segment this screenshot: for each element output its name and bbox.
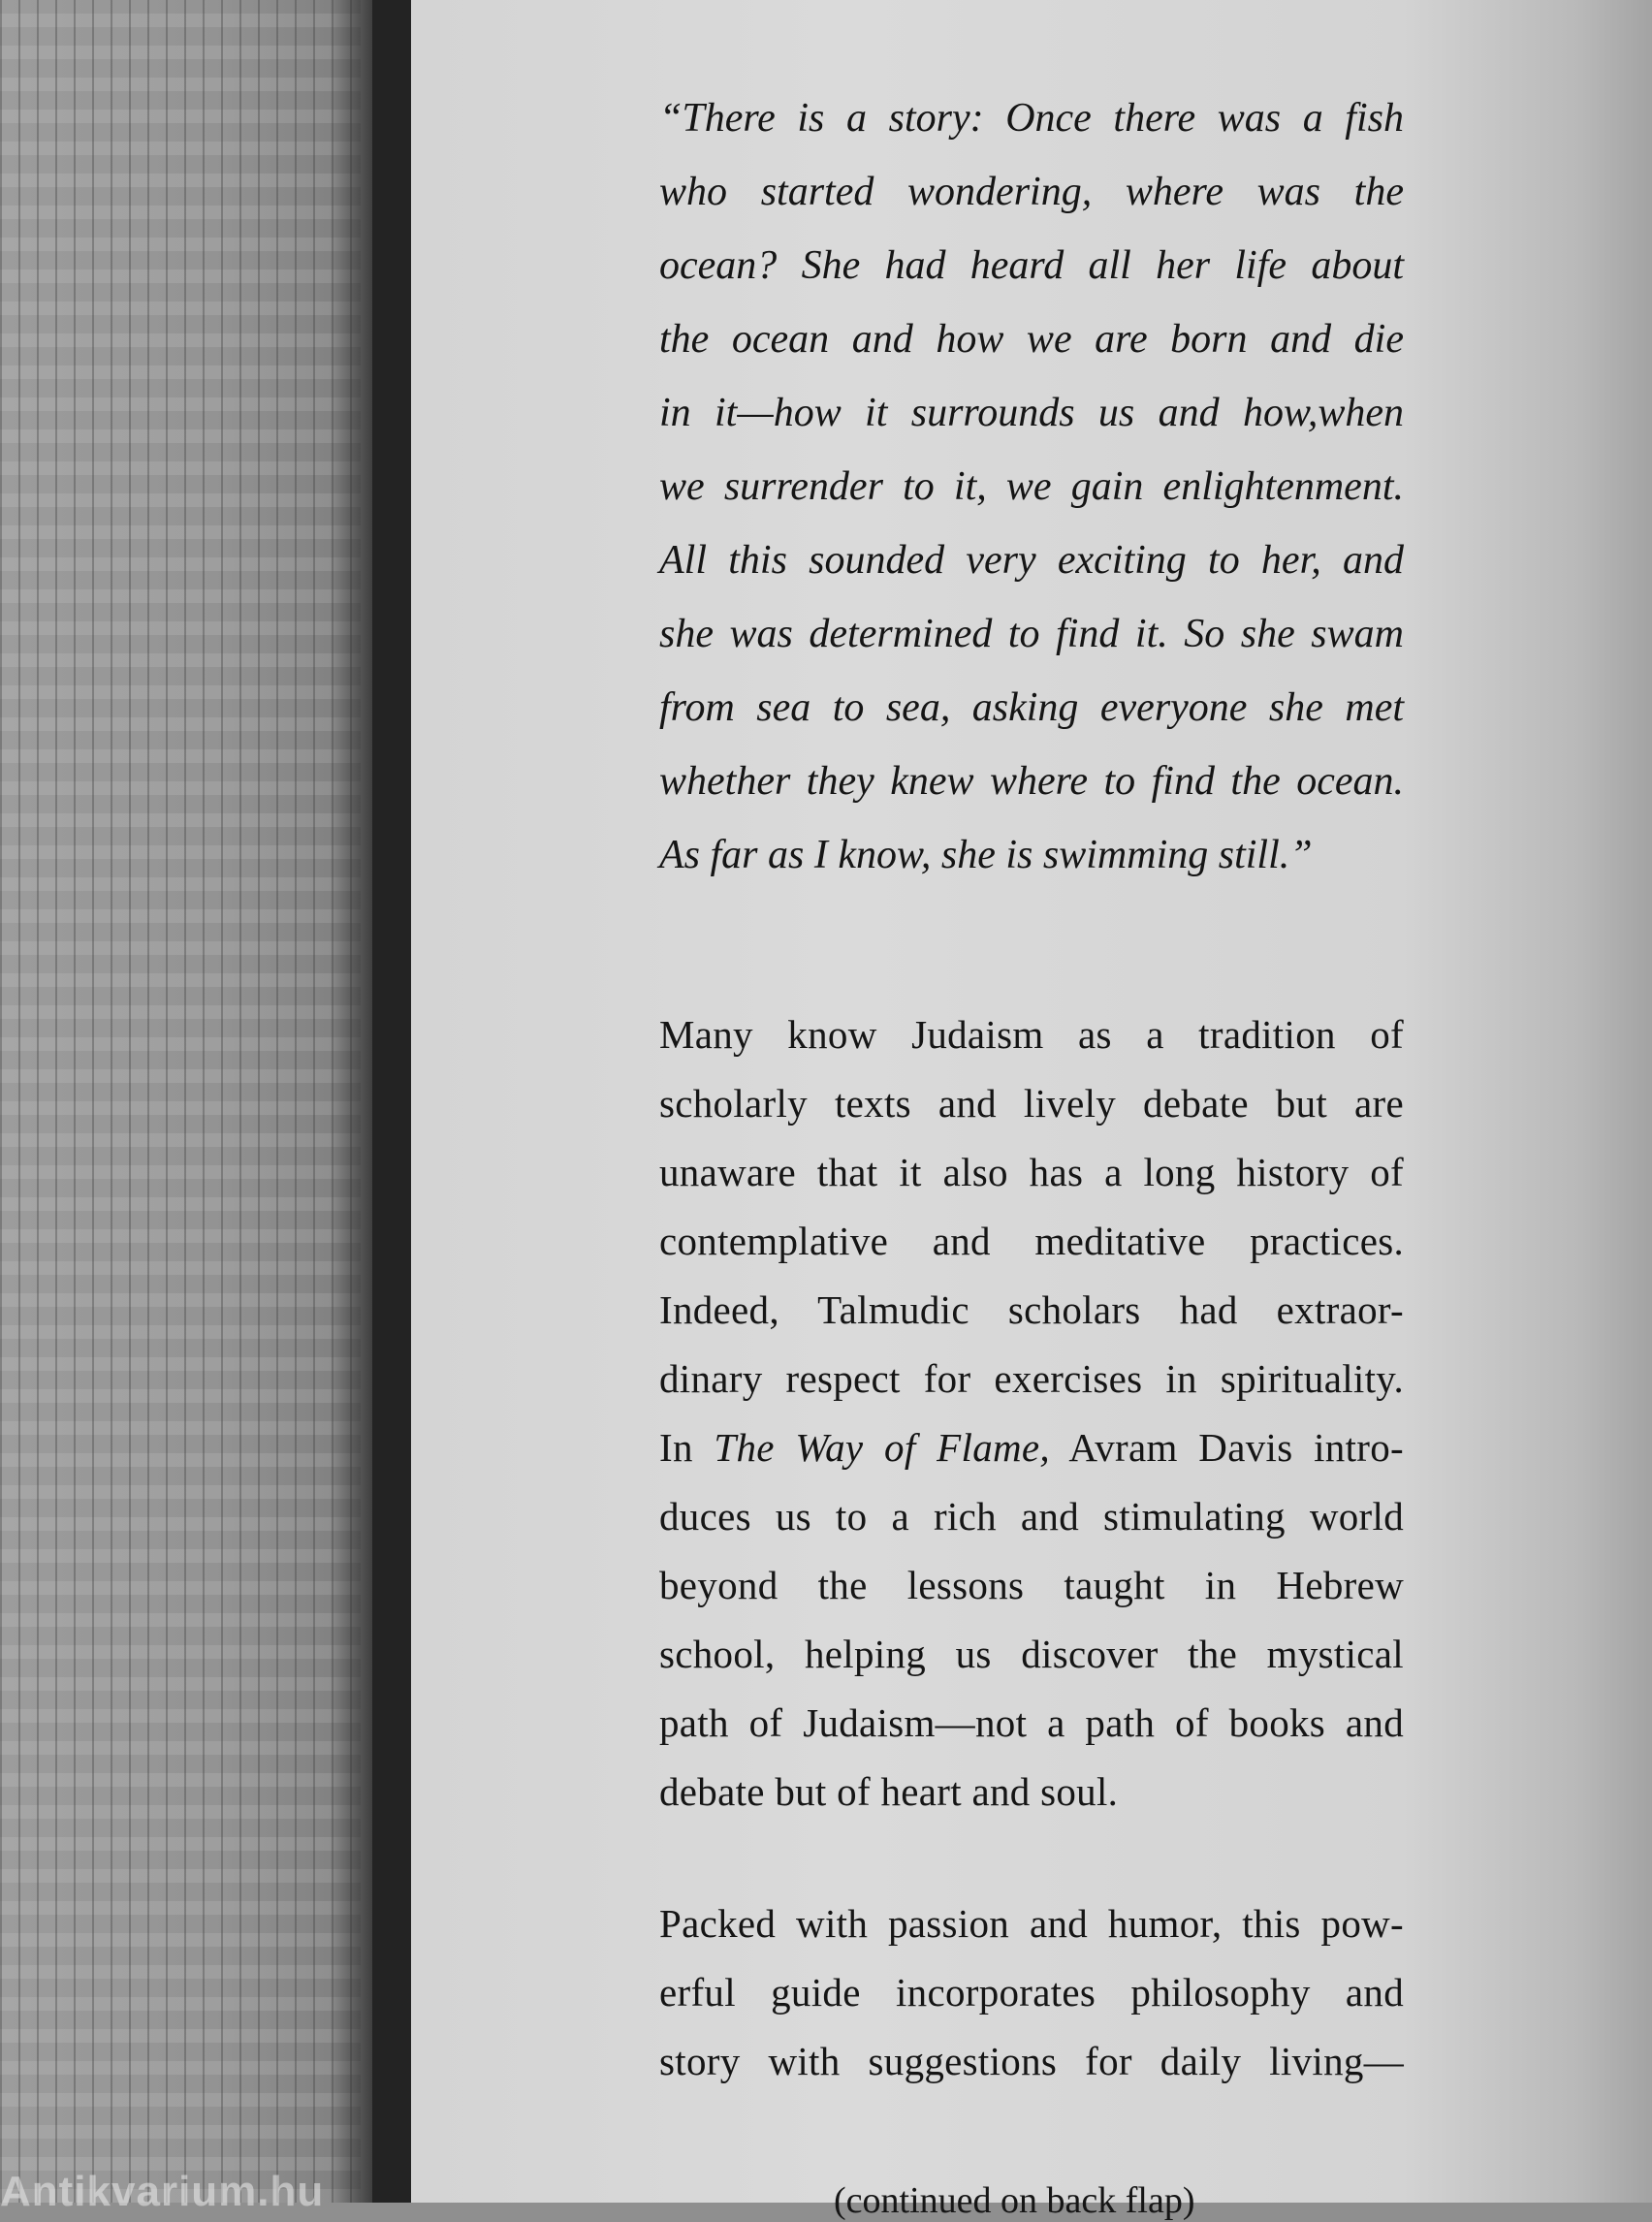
quote-line: ocean? She had heard all her life about [659,243,1404,288]
quote-line: the ocean and how we are born and die [659,317,1404,362]
paragraph-line: Indeed, Talmudic scholars had extraor- [659,1287,1404,1332]
paragraph-line: Many know Judaism as a tradition of [659,1012,1404,1057]
book-title: The Way of Flame, [714,1425,1050,1470]
paragraph-line: school, helping us discover the mystical [659,1632,1404,1676]
description-paragraph [659,1000,1404,1826]
paragraph-line: beyond the lessons taught in Hebrew [659,1563,1404,1607]
opening-quote [659,81,1404,892]
book-cover-texture [0,0,361,2203]
quote-line: she was determined to find it. So she swam [659,612,1404,656]
paragraph-line: Packed with passion and humor, this pow- [659,1901,1404,1946]
quote-line: from sea to sea, asking everyone she met [659,685,1404,730]
quote-line: All this sounded very exciting to her, and [659,538,1404,583]
quote-line: in it—how it surrounds us and how,when [659,391,1404,435]
closing-paragraph [659,1889,1404,2096]
paragraph-line: path of Judaism—not a path of books and [659,1700,1404,1745]
quote-line: we surrender to it, we gain enlightenment. [659,464,1404,509]
paragraph-line: debate but of heart and soul. [659,1769,1119,1814]
paragraph-line-with-title [659,1413,1404,1482]
paragraph-line: scholarly texts and lively debate but are [659,1081,1404,1126]
line-prefix: In [659,1425,715,1470]
quote-line: “There is a story: Once there was a fish [659,96,1404,141]
watermark: Antikvarium.hu [0,2168,325,2215]
paragraph-line: unaware that it also has a long history of [659,1150,1404,1194]
paragraph-line: story with suggestions for daily living— [659,2039,1404,2083]
quote-line: whether they knew where to find the ocean. [659,759,1404,804]
line-suffix: Avram Davis intro- [1049,1425,1404,1470]
flap-text [659,81,1404,2096]
quote-line: who started wondering, where was the [659,170,1404,214]
paragraph-line: duces us to a rich and stimulating world [659,1494,1404,1539]
paragraph-line: contemplative and meditative practices. [659,1219,1404,1263]
continued-note: (continued on back flap) [834,2180,1195,2221]
paragraph-line: dinary respect for exercises in spirituality. [659,1356,1404,1401]
page-edge [372,0,411,2203]
paragraph-line: erful guide incorporates philosophy and [659,1970,1404,2015]
quote-line: As far as I know, she is swimming still.” [659,833,1313,877]
